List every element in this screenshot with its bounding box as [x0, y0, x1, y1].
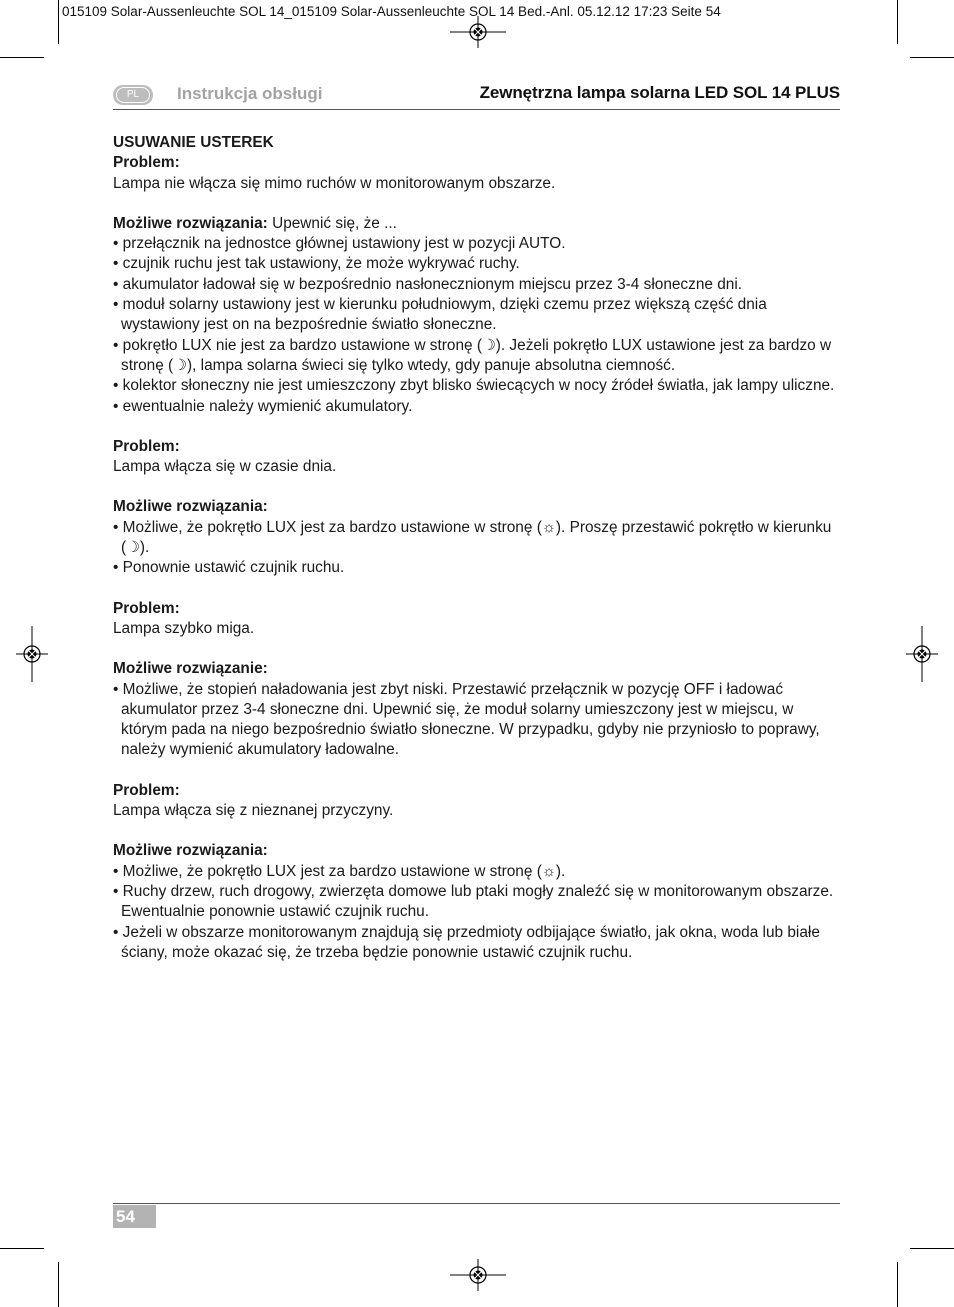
- problem-label: Problem:: [113, 154, 180, 172]
- language-code: PL: [116, 87, 150, 103]
- crop-mark: [58, 1262, 59, 1307]
- section-name: Instrukcja obsługi: [177, 84, 323, 103]
- section-title: USUWANIE USTEREK: [113, 134, 274, 151]
- list-item: • przełącznik na jednostce głównej ustawiony jest w pozycji AUTO.: [113, 235, 566, 253]
- problem-label: Problem:: [113, 781, 180, 799]
- problem-text: Lampa szybko miga.: [113, 619, 255, 637]
- crop-mark: [897, 1262, 898, 1307]
- solution-heading: [113, 497, 843, 517]
- crop-mark: [0, 1248, 44, 1249]
- problem-label: Problem:: [113, 599, 180, 617]
- solution-intro: Upewnić się, że ...: [267, 214, 397, 232]
- crop-mark: [910, 57, 954, 58]
- solution-label: Możliwe rozwiązania:: [113, 214, 268, 232]
- solution-heading: [113, 214, 843, 234]
- solution-label: Możliwe rozwiązania:: [113, 498, 268, 516]
- solution-heading: [113, 659, 843, 679]
- solution-label: Możliwe rozwiązania:: [113, 842, 268, 860]
- list-item: • Ruchy drzew, ruch drogowy, zwierzęta domowe lub ptaki mogły znaleźć się w monitorowanym obszarze. Ewentualnie ponownie ustawić czujnik ruchu.: [113, 882, 834, 921]
- list-item: • Możliwe, że stopień naładowania jest zbyt niski. Przestawić przełącznik w pozycję OFF i ładować akumulator przez 3-4 słoneczne dni. Upewnić się, że moduł solarny umieszczony jest w miejscu, w którym pada na niego bezpośrednio światło słoneczne. W przypadku, gdyby nie przyniosło to poprawy, należy wymienić akumulatory ładowalne.: [113, 680, 820, 759]
- list-item: • Możliwe, że pokrętło LUX jest za bardzo ustawione w stronę (☼). Proszę przestawić pokrętło w kierunku (☽).: [113, 518, 832, 557]
- list-item: • kolektor słoneczny nie jest umieszczony zbyt blisko świecących w nocy źródeł światła, jak lampy uliczne.: [113, 377, 835, 395]
- list-item: • ewentualnie należy wymienić akumulatory.: [113, 397, 413, 415]
- print-info-line: 015109 Solar-Aussenleuchte SOL 14_015109 Solar-Aussenleuchte SOL 14 Bed.-Anl. 05.12.12 17:23 Seite 54: [62, 4, 721, 19]
- registration-mark-icon: [450, 16, 506, 48]
- problem-label: Problem:: [113, 437, 180, 455]
- solution-label: Możliwe rozwiązanie:: [113, 660, 268, 678]
- problem-text: Lampa włącza się w czasie dnia.: [113, 458, 337, 476]
- list-item: • moduł solarny ustawiony jest w kierunku południowym, dzięki czemu przez większą część dnia wystawiony jest on na bezpośrednie światło słoneczne.: [113, 296, 767, 334]
- list-item: • czujnik ruchu jest tak ustawiony, że może wykrywać ruchy.: [113, 255, 520, 273]
- crop-mark: [897, 0, 898, 44]
- list-item: • Możliwe, że pokrętło LUX jest za bardzo ustawione w stronę (☼).: [113, 862, 566, 880]
- problem-text: Lampa nie włącza się mimo ruchów w monitorowanym obszarze.: [113, 174, 556, 192]
- crop-mark: [0, 57, 44, 58]
- troubleshooting-content: [113, 133, 843, 963]
- registration-mark-icon: [906, 626, 938, 682]
- list-item: • pokrętło LUX nie jest za bardzo ustawione w stronę (☽). Jeżeli pokrętło LUX ustawione jest za bardzo w stronę (☽), lampa solarna świeci się tylko wtedy, gdy panuje absolutna ciemność.: [113, 336, 832, 374]
- list-item: • Jeżeli w obszarze monitorowanym znajdują się przedmioty odbijające światło, jak okna, woda lub białe ściany, może okazać się, że trzeba będzie ponownie ustawić czujnik ruchu.: [113, 923, 820, 961]
- page-number: 54: [113, 1205, 156, 1228]
- registration-mark-icon: [16, 626, 48, 682]
- language-badge: [113, 85, 153, 105]
- page-header: [113, 83, 840, 110]
- crop-mark: [910, 1248, 954, 1249]
- problem-text: Lampa włącza się z nieznanej przyczyny.: [113, 802, 394, 820]
- solution-heading: [113, 841, 843, 861]
- product-title: Zewnętrzna lampa solarna LED SOL 14 PLUS: [479, 83, 840, 102]
- registration-mark-icon: [450, 1259, 506, 1291]
- list-item: • akumulator ładował się w bezpośrednio nasłonecznionym miejscu przez 3-4 słoneczne dni.: [113, 275, 743, 293]
- list-item: • Ponownie ustawić czujnik ruchu.: [113, 559, 345, 577]
- crop-mark: [58, 0, 59, 44]
- footer-rule: [113, 1203, 840, 1204]
